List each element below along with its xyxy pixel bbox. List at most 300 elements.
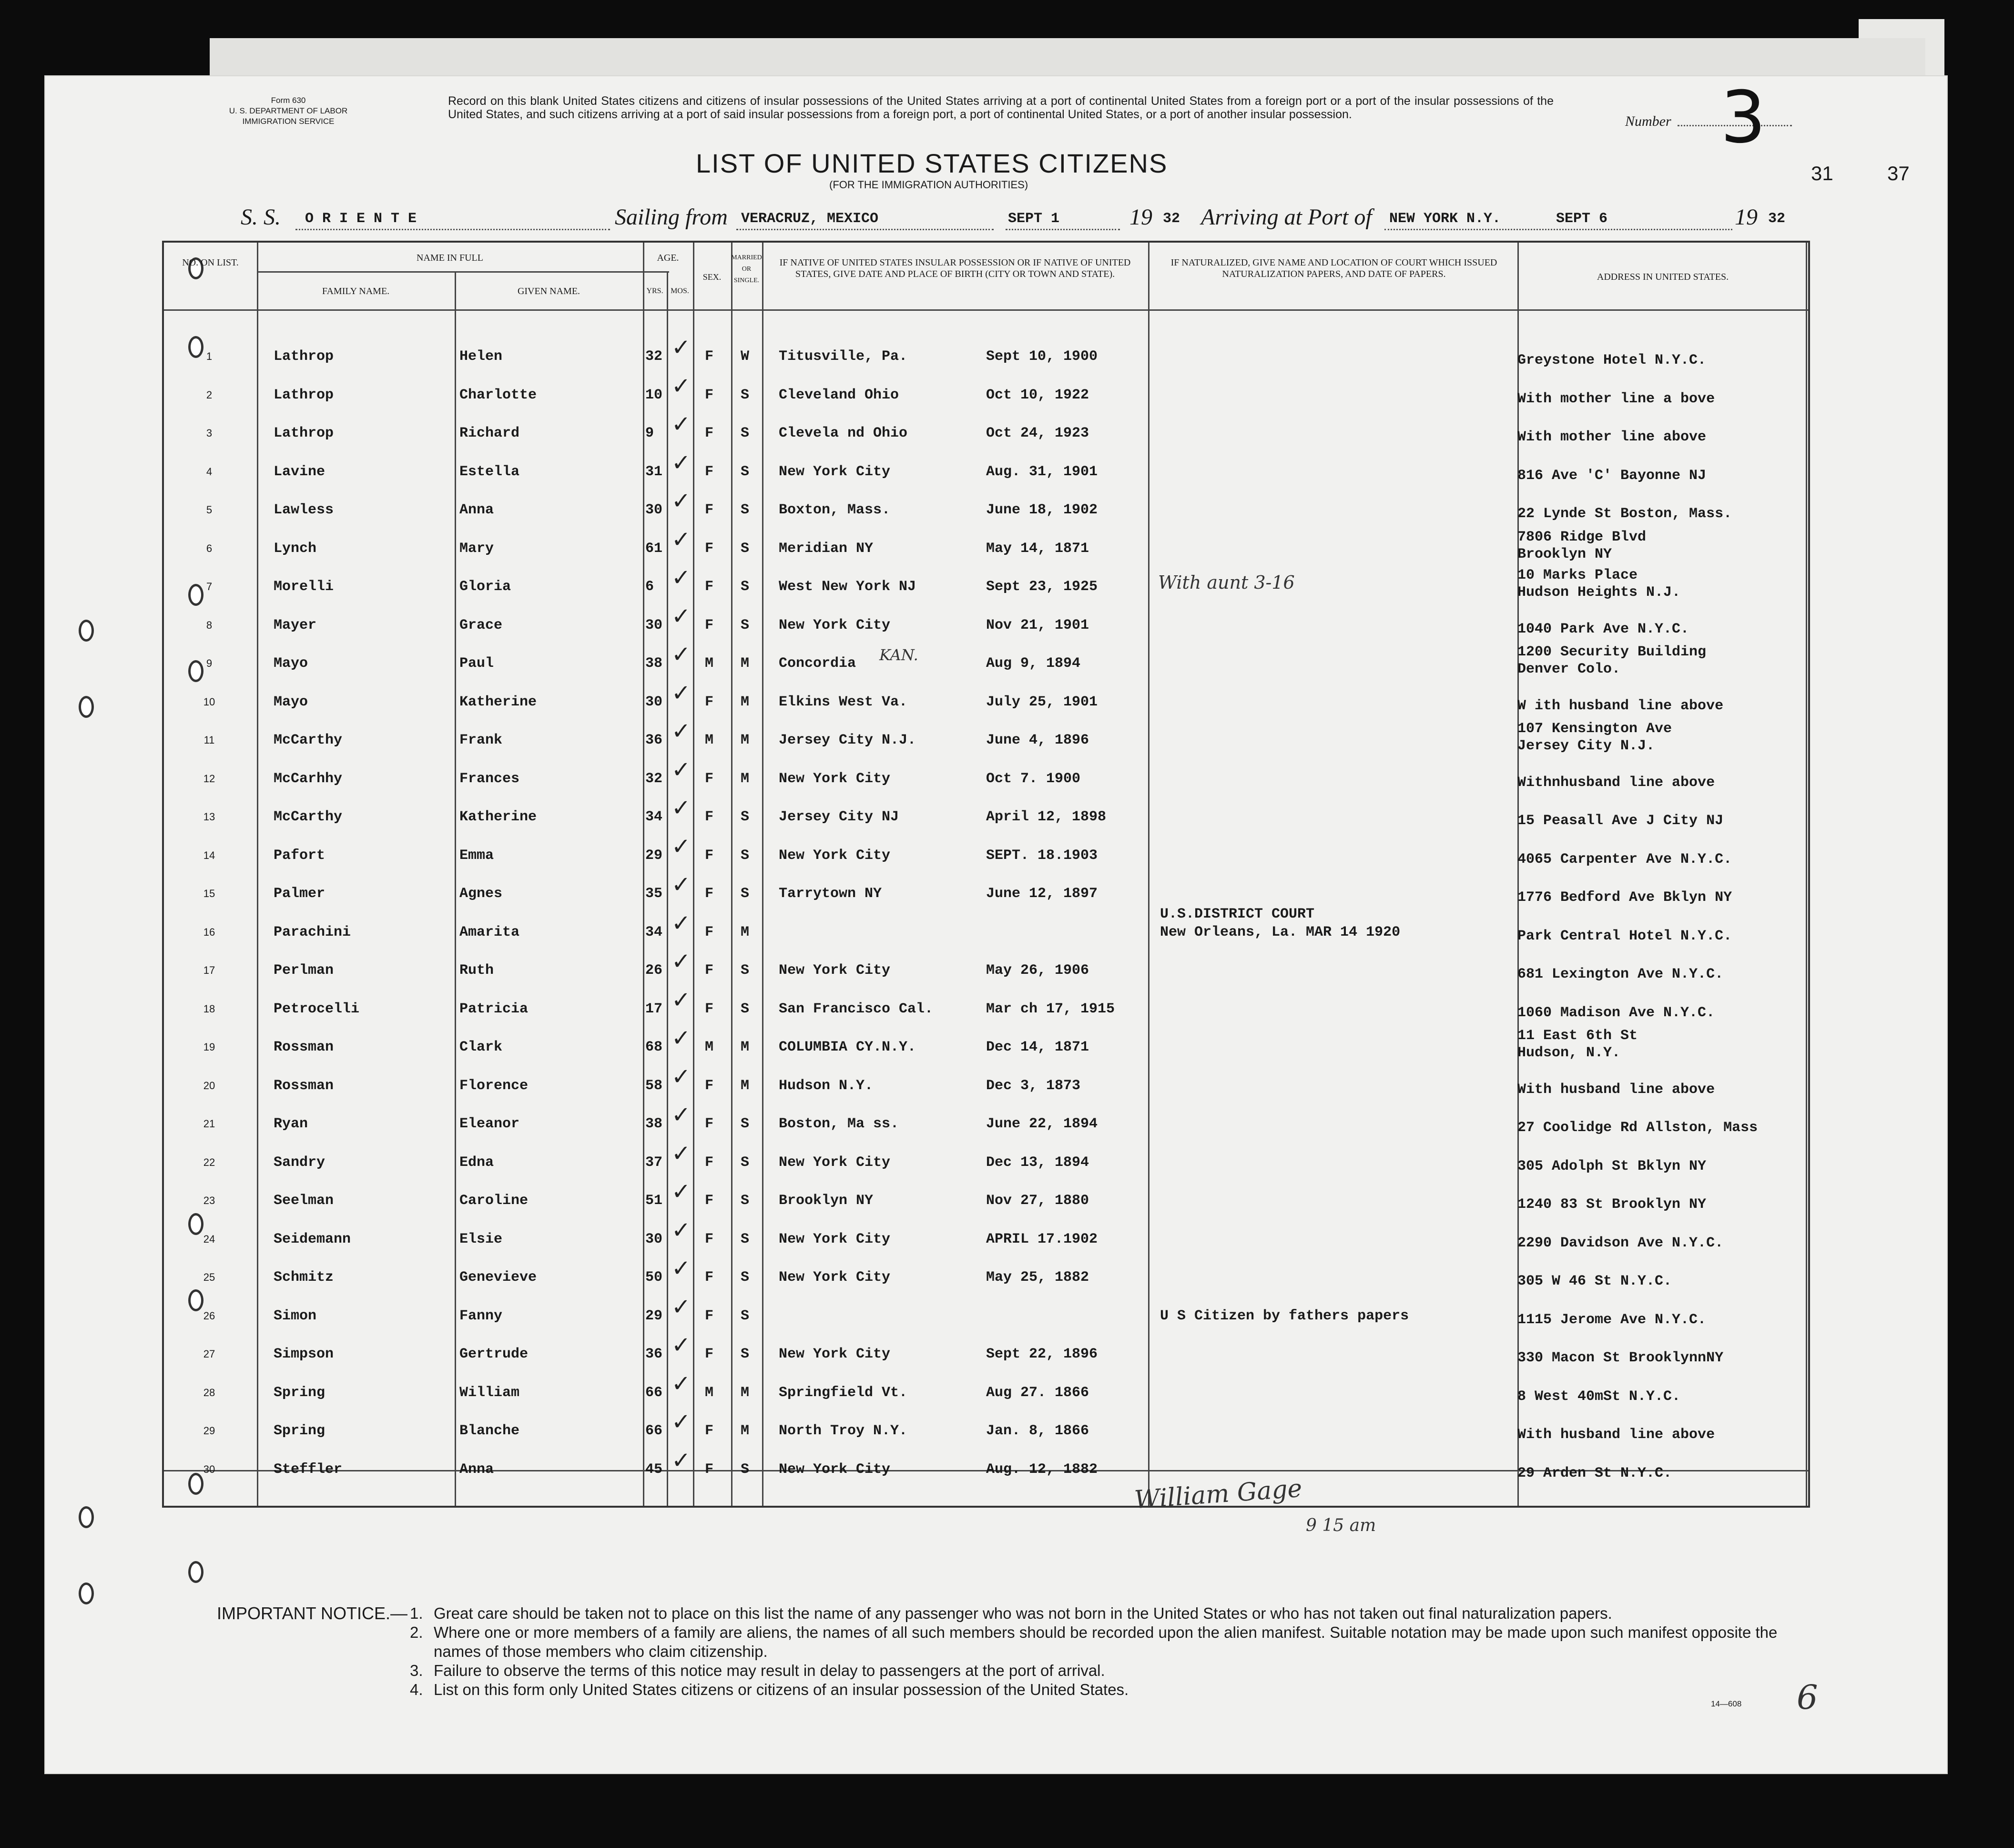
birth-place: New York City (779, 847, 891, 864)
address: 1776 Bedford Ave Bklyn NY (1517, 889, 1732, 906)
punch-hole (79, 1583, 94, 1604)
address: Park Central Hotel N.Y.C. (1517, 928, 1732, 944)
header-naturalized: IF NATURALIZED, GIVE NAME AND LOCATION OF COURT WHICH ISSUED NATURALIZATION PAPERS, AND DATE OF PAPERS. (1170, 257, 1497, 279)
given-name: Amarita (459, 924, 520, 940)
naturalization-info: New Orleans, La. MAR 14 1920 (1160, 924, 1401, 940)
row-number: 6 (206, 542, 213, 554)
arriving-label: Arriving at Port of (1201, 204, 1372, 230)
notice-item (410, 1604, 1801, 1623)
birth-date: Oct 24, 1923 (986, 425, 1089, 441)
given-name: Katherine (459, 694, 537, 710)
age-years: 32 (645, 348, 663, 365)
row-number: 12 (203, 772, 215, 785)
row-number: 8 (206, 619, 213, 631)
marital-status: M (741, 655, 750, 672)
birth-date: APRIL 17.1902 (986, 1231, 1098, 1247)
birth-date: June 4, 1896 (986, 732, 1089, 748)
birth-date: May 26, 1906 (986, 962, 1089, 979)
check-mark-icon: ✓ (671, 1409, 691, 1435)
check-mark-icon: ✓ (671, 1178, 691, 1205)
given-name: Frances (459, 770, 520, 787)
arrival-line (1384, 229, 1732, 230)
age-years: 45 (645, 1461, 663, 1478)
punch-hole (188, 1561, 203, 1583)
check-mark-icon: ✓ (671, 334, 691, 361)
age-years: 50 (645, 1269, 663, 1286)
birth-date: July 25, 1901 (986, 694, 1098, 710)
birth-place: Meridian NY (779, 540, 874, 557)
address-line-1: 107 Kensington Ave (1517, 721, 1672, 737)
address-line-2: Hudson, N.Y. (1517, 1045, 1621, 1061)
age-years: 58 (645, 1077, 663, 1094)
header-name: NAME IN FULL (417, 253, 483, 263)
check-mark-icon: ✓ (671, 948, 691, 975)
marital-status: M (741, 1039, 750, 1055)
address: 1115 Jerome Ave N.Y.C. (1517, 1311, 1707, 1328)
birth-place: New York City (779, 1154, 891, 1171)
header-given: GIVEN NAME. (517, 286, 580, 296)
address: 15 Peasall Ave J City NJ (1517, 813, 1724, 829)
birth-date: Oct 7. 1900 (986, 770, 1081, 787)
check-mark-icon: ✓ (671, 602, 691, 630)
age-years: 29 (645, 847, 663, 864)
address: 305 Adolph St Bklyn NY (1517, 1158, 1707, 1174)
check-mark-icon: ✓ (671, 411, 691, 438)
check-mark-icon: ✓ (671, 1216, 691, 1244)
family-name: Mayer (274, 617, 317, 633)
given-name: Frank (459, 732, 503, 748)
birth-place: Boxton, Mass. (779, 502, 891, 518)
age-years: 35 (645, 886, 663, 902)
sex: F (705, 694, 714, 710)
birth-date: Aug 9, 1894 (986, 655, 1081, 672)
marital-status: S (741, 1346, 750, 1362)
header-married: MARRIED OR SINGLE. (731, 254, 762, 284)
address-line-2: Denver Colo. (1517, 661, 1621, 677)
check-mark-icon: ✓ (671, 526, 691, 553)
form-code: 14—608 (1711, 1699, 1742, 1708)
page-stamp: 31 (1811, 162, 1833, 184)
depart-date: SEPT 1 (1008, 211, 1060, 227)
birth-place: New York City (779, 962, 891, 979)
row-number: 29 (203, 1425, 215, 1437)
col-rule (643, 243, 644, 1506)
address: 305 W 46 St N.Y.C. (1517, 1273, 1672, 1289)
col-rule (257, 243, 258, 1506)
address: 29 Arden St N.Y.C. (1517, 1465, 1672, 1481)
marital-status: W (741, 348, 750, 365)
sex: M (705, 1384, 714, 1401)
check-mark-icon: ✓ (671, 718, 691, 745)
birth-date: Aug. 31, 1901 (986, 463, 1098, 480)
given-name: Blanche (459, 1423, 520, 1439)
address: 1060 Madison Ave N.Y.C. (1517, 1004, 1715, 1021)
birth-place: Hudson N.Y. (779, 1077, 874, 1094)
birth-place: Brooklyn NY (779, 1193, 874, 1209)
birth-date: Jan. 8, 1866 (986, 1423, 1089, 1439)
family-name: Spring (274, 1384, 325, 1401)
address: With husband line above (1517, 1427, 1715, 1443)
birth-date: Sept 22, 1896 (986, 1346, 1098, 1362)
check-mark-icon: ✓ (671, 564, 691, 591)
birth-place: Cleveland Ohio (779, 387, 899, 403)
address-line-1: 10 Marks Place (1517, 567, 1638, 583)
check-mark-icon: ✓ (671, 488, 691, 514)
check-mark-icon: ✓ (671, 795, 691, 821)
birth-date: Aug. 12, 1882 (986, 1461, 1098, 1478)
address-line-1: 1200 Security Building (1517, 644, 1707, 660)
naturalization-info: U S Citizen by fathers papers (1160, 1307, 1409, 1324)
family-name: Perlman (274, 962, 334, 979)
form-meta (176, 95, 400, 127)
birth-place: New York City (779, 770, 891, 787)
sex: F (705, 924, 714, 940)
col-rule (1148, 243, 1149, 1506)
check-mark-icon: ✓ (671, 909, 691, 937)
given-name: Estella (459, 463, 520, 480)
handwritten-note: With aunt 3-16 (1158, 572, 1295, 593)
service-name: IMMIGRATION SERVICE (242, 117, 335, 126)
birth-place: Titusville, Pa. (779, 348, 908, 365)
address: 681 Lexington Ave N.Y.C. (1517, 966, 1724, 982)
row-number: 22 (203, 1156, 215, 1168)
address: 816 Ave 'C' Bayonne NJ (1517, 467, 1707, 484)
given-name: Mary (459, 540, 494, 557)
sex: F (705, 1154, 714, 1171)
given-name: Gloria (459, 579, 511, 595)
sex: F (705, 1346, 714, 1362)
address-line-2: Brooklyn NY (1517, 546, 1612, 562)
address: 1040 Park Ave N.Y.C. (1517, 621, 1689, 637)
birth-date: May 25, 1882 (986, 1269, 1089, 1286)
birth-date: Aug 27. 1866 (986, 1384, 1089, 1401)
header-address: ADDRESS IN UNITED STATES. (1597, 272, 1729, 282)
marital-status: S (741, 1461, 750, 1478)
row-rule (164, 309, 1808, 311)
family-name: Lathrop (274, 348, 334, 365)
birth-place: West New York NJ (779, 579, 916, 595)
birth-place: Boston, Ma ss. (779, 1116, 899, 1132)
address: 27 Coolidge Rd Allston, Mass (1517, 1120, 1758, 1136)
family-name: McCarthy (274, 809, 343, 825)
birth-place: New York City (779, 1346, 891, 1362)
family-name: Simon (274, 1307, 317, 1324)
marital-status: S (741, 387, 750, 403)
header-age: AGE. (657, 253, 679, 263)
marital-status: S (741, 425, 750, 441)
sex: F (705, 387, 714, 403)
header-no: NO. ON LIST. (182, 257, 239, 268)
marital-status: S (741, 1231, 750, 1247)
row-number: 7 (206, 581, 213, 592)
birth-place: New York City (779, 1461, 891, 1478)
family-name: Simpson (274, 1346, 334, 1362)
family-name: Lathrop (274, 425, 334, 441)
naturalization-info: U.S.DISTRICT COURT (1160, 906, 1315, 922)
family-name: Spring (274, 1423, 325, 1439)
check-mark-icon: ✓ (671, 1255, 691, 1282)
row-number: 17 (203, 964, 215, 976)
age-years: 61 (645, 540, 663, 557)
row-number: 2 (206, 388, 213, 401)
check-mark-icon: ✓ (671, 756, 691, 783)
address-line-1: 11 East 6th St (1517, 1028, 1638, 1044)
notice-item (410, 1661, 1801, 1680)
sex: F (705, 1307, 714, 1324)
ship-name: O R I E N T E (305, 211, 417, 227)
check-mark-icon: ✓ (671, 1025, 691, 1052)
check-mark-icon: ✓ (671, 1332, 691, 1358)
address-line-2: Hudson Heights N.J. (1517, 584, 1681, 601)
check-mark-icon: ✓ (671, 641, 691, 668)
row-number: 3 (206, 427, 213, 439)
check-mark-icon: ✓ (671, 1447, 691, 1474)
sex: F (705, 348, 714, 365)
birth-date: April 12, 1898 (986, 809, 1107, 825)
birth-place: San Francisco Cal. (779, 1001, 934, 1017)
birth-place: New York City (779, 1269, 891, 1286)
page-mark: 6 (1797, 1678, 1818, 1717)
family-name: Mayo (274, 655, 308, 672)
inspector-signature: William Gage (1133, 1474, 1303, 1515)
marital-status: S (741, 1269, 750, 1286)
header-yrs: YRS. (646, 287, 663, 295)
notice-item-number: 3. (410, 1662, 423, 1679)
birth-place: New York City (779, 1231, 891, 1247)
notice-item-text: List on this form only United States citizens or citizens of an insular possession of the United States. (434, 1681, 1129, 1698)
family-name: Mayo (274, 694, 308, 710)
marital-status: S (741, 962, 750, 979)
row-number: 9 (206, 657, 213, 669)
header-birth: IF NATIVE OF UNITED STATES INSULAR POSSESSION OR IF NATIVE OF UNITED STATES, GIVE DATE AND PLACE OF BIRTH (CITY OR TOWN AND STATE). (779, 257, 1131, 279)
given-name: Edna (459, 1154, 494, 1171)
sex: F (705, 962, 714, 979)
address: 2290 Davidson Ave N.Y.C. (1517, 1235, 1724, 1251)
sex: F (705, 463, 714, 480)
notice-item-number: 2. (410, 1623, 423, 1641)
given-name: Caroline (459, 1193, 529, 1209)
ship-line (295, 229, 610, 230)
row-number: 28 (203, 1386, 215, 1399)
year-prefix: 19 (1129, 204, 1152, 230)
sex: F (705, 1231, 714, 1247)
arrival-year: 32 (1768, 211, 1786, 227)
age-years: 30 (645, 1231, 663, 1247)
age-years: 38 (645, 1116, 663, 1132)
sex: M (705, 1039, 714, 1055)
sex: F (705, 1077, 714, 1094)
depart-date-line (1006, 229, 1120, 230)
marital-status: S (741, 579, 750, 595)
family-name: Lynch (274, 540, 317, 557)
age-years: 66 (645, 1423, 663, 1439)
header-sex: SEX. (702, 272, 722, 282)
sex: F (705, 809, 714, 825)
given-name: Patricia (459, 1001, 529, 1017)
age-years: 36 (645, 1346, 663, 1362)
check-mark-icon: ✓ (671, 449, 691, 476)
family-name: Pafort (274, 847, 325, 864)
arrival-date: SEPT 6 (1556, 211, 1608, 227)
birth-date: Sept 23, 1925 (986, 579, 1098, 595)
passenger-table (162, 241, 1810, 1508)
marital-status: S (741, 1001, 750, 1017)
sex: F (705, 1116, 714, 1132)
marital-status: M (741, 1384, 750, 1401)
notice-item-text: Where one or more members of a family are aliens, the names of all such members should be recorded upon the alien manifest. Suitable notation may be made upon such manifest opposite the names of those members who claim citizenship. (434, 1623, 1778, 1660)
header-family: FAMILY NAME. (322, 286, 390, 296)
family-name: Steffler (274, 1461, 343, 1478)
age-years: 6 (645, 579, 654, 595)
family-name: Seidemann (274, 1231, 351, 1247)
address: 330 Macon St BrooklynnNY (1517, 1350, 1724, 1366)
family-name: Palmer (274, 886, 325, 902)
notice-item-text: Great care should be taken not to place on this list the name of any passenger who was not born in the United States or who has not taken out final naturalization papers. (434, 1604, 1612, 1622)
list-subtitle: (FOR THE IMMIGRATION AUTHORITIES) (829, 179, 1028, 191)
sex: M (705, 655, 714, 672)
birth-place: New York City (779, 617, 891, 633)
notice-item-number: 1. (410, 1604, 423, 1622)
sex: F (705, 1001, 714, 1017)
number-label: Number (1625, 113, 1671, 129)
given-name: Elsie (459, 1231, 503, 1247)
family-name: Schmitz (274, 1269, 334, 1286)
row-number: 24 (203, 1233, 215, 1245)
row-number: 19 (203, 1041, 215, 1053)
given-name: Fanny (459, 1307, 503, 1324)
row-rule (257, 271, 669, 273)
given-name: William (459, 1384, 520, 1401)
marital-status: S (741, 1116, 750, 1132)
given-name: Richard (459, 425, 520, 441)
row-number: 14 (203, 849, 215, 861)
col-rule (667, 271, 668, 1506)
list-title: LIST OF UNITED STATES CITIZENS (696, 148, 1168, 178)
address: Withnhusband line above (1517, 774, 1715, 791)
address: 22 Lynde St Boston, Mass. (1517, 506, 1732, 522)
check-mark-icon: ✓ (671, 1063, 691, 1090)
list-number: 3 (1720, 76, 1766, 159)
notice-item (410, 1680, 1801, 1699)
birth-date: Dec 3, 1873 (986, 1077, 1081, 1094)
address: 8 West 40mSt N.Y.C. (1517, 1388, 1681, 1405)
address: 4065 Carpenter Ave N.Y.C. (1517, 851, 1732, 868)
given-name: Grace (459, 617, 503, 633)
department-name: U. S. DEPARTMENT OF LABOR (229, 106, 348, 115)
notice-item (410, 1623, 1801, 1661)
year-prefix-2: 19 (1735, 204, 1758, 230)
given-name: Eleanor (459, 1116, 520, 1132)
birth-place: Clevela nd Ohio (779, 425, 908, 441)
depart-year: 32 (1163, 211, 1180, 227)
birth-place: Jersey City NJ (779, 809, 899, 825)
birth-date: Nov 21, 1901 (986, 617, 1089, 633)
marital-status: S (741, 1154, 750, 1171)
address: 1240 83 St Brooklyn NY (1517, 1196, 1707, 1213)
birth-date: June 22, 1894 (986, 1116, 1098, 1132)
col-rule (731, 243, 732, 1506)
sex: F (705, 579, 714, 595)
marital-status: M (741, 732, 750, 748)
marital-status: S (741, 1307, 750, 1324)
family-name: Sandry (274, 1154, 325, 1171)
birth-date: Oct 10, 1922 (986, 387, 1089, 403)
given-name: Ruth (459, 962, 494, 979)
family-name: McCarthy (274, 732, 343, 748)
row-number: 27 (203, 1348, 215, 1360)
header-mos: MOS. (671, 287, 689, 295)
sex: F (705, 1193, 714, 1209)
family-name: Lavine (274, 463, 325, 480)
col-rule (693, 243, 694, 1506)
sailing-label: Sailing from (615, 204, 728, 230)
row-number: 5 (206, 504, 213, 516)
birth-date: Sept 10, 1900 (986, 348, 1098, 365)
given-name: Emma (459, 847, 494, 864)
marital-status: S (741, 463, 750, 480)
row-number: 26 (203, 1309, 215, 1322)
check-mark-icon: ✓ (671, 679, 691, 706)
row-number: 16 (203, 926, 215, 938)
row-number: 1 (206, 350, 213, 362)
age-years: 36 (645, 732, 663, 748)
age-years: 10 (645, 387, 663, 403)
col-rule (455, 271, 456, 1506)
address-line-1: 7806 Ridge Blvd (1517, 529, 1647, 545)
sex: F (705, 540, 714, 557)
check-mark-icon: ✓ (671, 871, 691, 898)
row-number: 4 (206, 465, 213, 478)
family-name: Lathrop (274, 387, 334, 403)
family-name: Rossman (274, 1039, 334, 1055)
given-name: Genevieve (459, 1269, 537, 1286)
family-name: Seelman (274, 1193, 334, 1209)
address: With mother line above (1517, 429, 1707, 445)
age-years: 29 (645, 1307, 663, 1324)
age-years: 38 (645, 655, 663, 672)
family-name: Ryan (274, 1116, 308, 1132)
age-years: 32 (645, 770, 663, 787)
check-mark-icon: ✓ (671, 372, 691, 399)
marital-status: M (741, 694, 750, 710)
punch-hole (79, 620, 94, 642)
given-name: Helen (459, 348, 503, 365)
form-number: Form 630 (271, 96, 306, 105)
check-mark-icon: ✓ (671, 1140, 691, 1167)
sex: F (705, 1461, 714, 1478)
handwritten-note: KAN. (879, 646, 918, 664)
address: W ith husband line above (1517, 697, 1724, 714)
check-mark-icon: ✓ (671, 833, 691, 860)
sex: F (705, 425, 714, 441)
age-years: 68 (645, 1039, 663, 1055)
check-mark-icon: ✓ (671, 1370, 691, 1397)
sex: F (705, 886, 714, 902)
marital-status: S (741, 540, 750, 557)
given-name: Agnes (459, 886, 503, 902)
birth-place: Concordia (779, 655, 856, 672)
row-number: 15 (203, 888, 215, 899)
birth-place: North Troy N.Y. (779, 1423, 908, 1439)
sex: F (705, 770, 714, 787)
given-name: Anna (459, 1461, 494, 1478)
address: Greystone Hotel N.Y.C. (1517, 352, 1707, 368)
age-years: 37 (645, 1154, 663, 1171)
row-number: 25 (203, 1271, 215, 1283)
family-name: Lawless (274, 502, 334, 518)
sex: F (705, 502, 714, 518)
notice-item-text: Failure to observe the terms of this notice may result in delay to passengers at the port of arrival. (434, 1662, 1105, 1679)
